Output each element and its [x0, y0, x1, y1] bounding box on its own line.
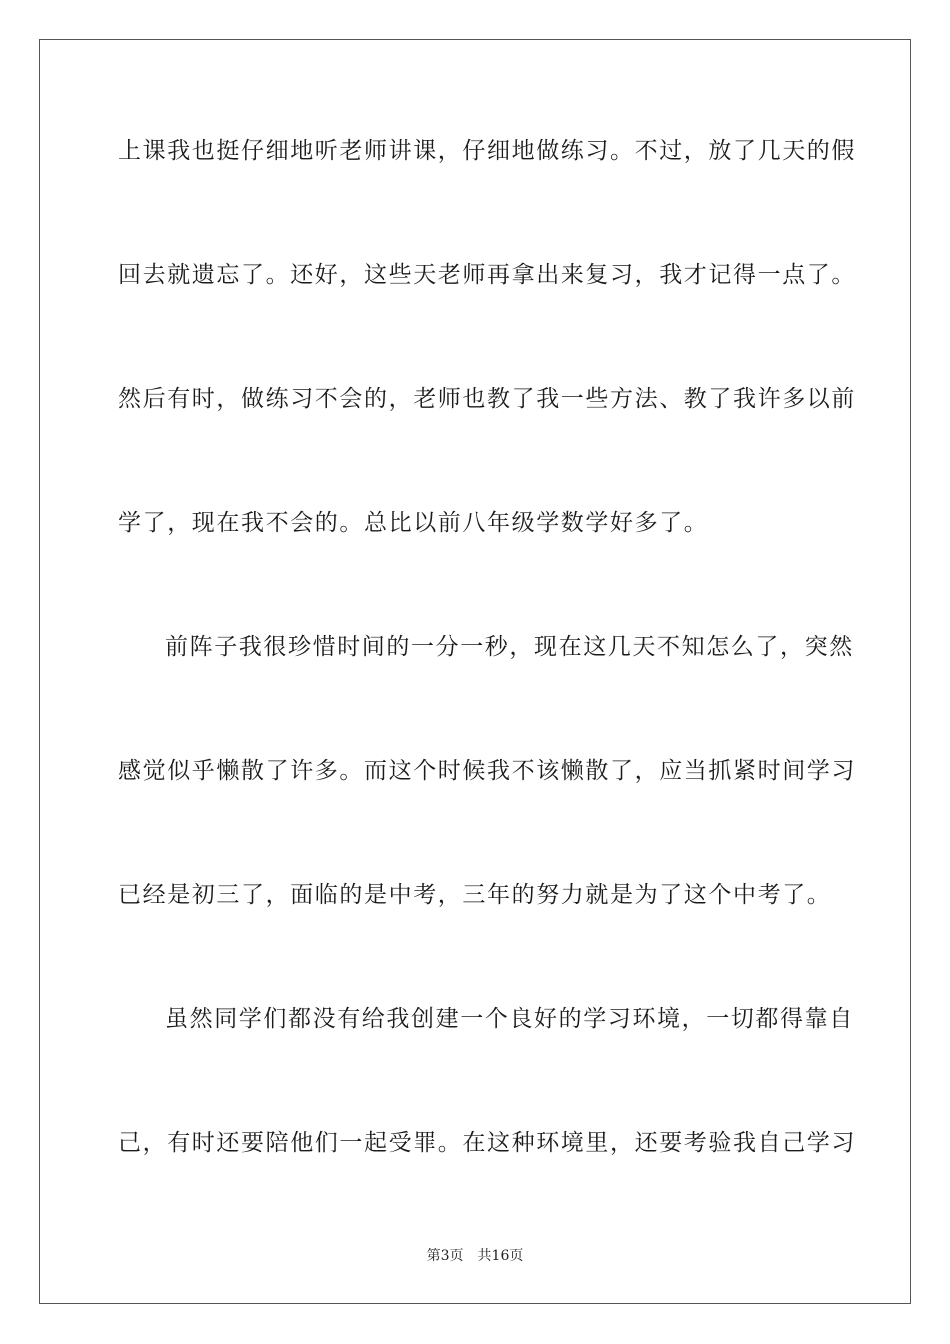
text-line-8: 虽然同学们都没有给我创建一个良好的学习环境，一切都得靠自 [165, 1006, 854, 1032]
page-total: 共16页 [477, 1248, 524, 1264]
text-line-1: 上课我也挺仔细地听老师讲课，仔细地做练习。不过，放了几天的假 [118, 138, 856, 164]
page-footer [0, 1247, 950, 1265]
text-line-6: 感觉似乎懒散了许多。而这个时候我不该懒散了，应当抓紧时间学习 [118, 758, 856, 784]
text-line-4: 学了，现在我不会的。总比以前八年级学数学好多了。 [118, 510, 709, 536]
page-number: 第3页 [426, 1248, 464, 1264]
page-border [39, 39, 911, 1304]
text-line-9: 己，有时还要陪他们一起受罪。在这种环境里，还要考验我自己学习 [118, 1130, 856, 1156]
text-line-5: 前阵子我很珍惜时间的一分一秒，现在这几天不知怎么了，突然 [165, 634, 854, 660]
text-line-3: 然后有时，做练习不会的，老师也教了我一些方法、教了我许多以前 [118, 386, 856, 412]
text-line-2: 回去就遗忘了。还好，这些天老师再拿出来复习，我才记得一点了。 [118, 262, 856, 288]
text-line-7: 已经是初三了，面临的是中考，三年的努力就是为了这个中考了。 [118, 882, 832, 908]
